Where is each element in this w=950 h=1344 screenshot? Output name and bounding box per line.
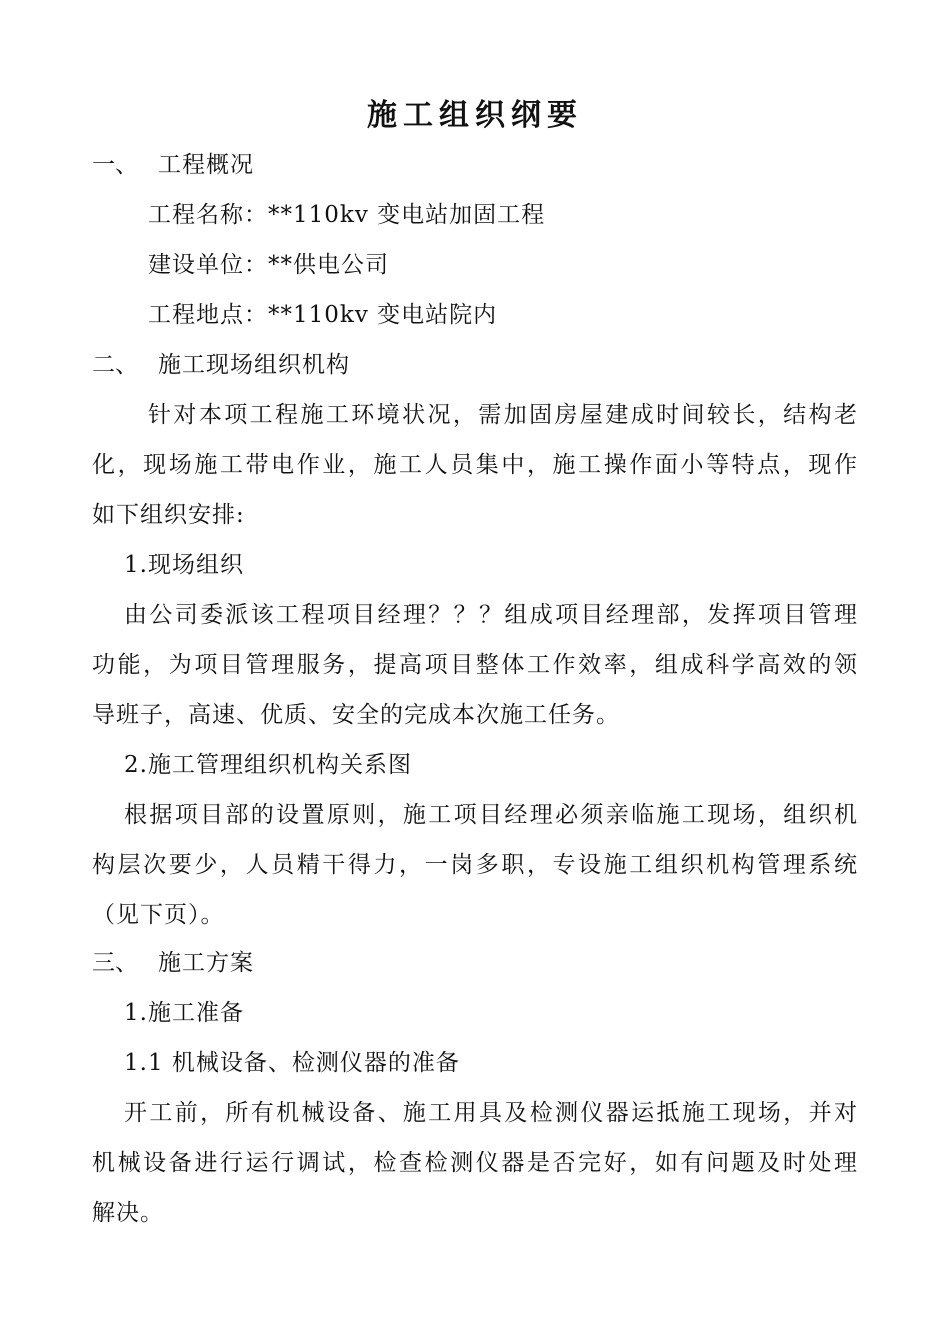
equipment-line: 解决。 (92, 1200, 164, 1226)
org-chart-line: 构层次要少，人员精干得力，一岗多职，专设施工组织机构管理系统 (92, 852, 858, 878)
project-name-line: 工程名称：**110kv 变电站加固工程 (148, 202, 546, 228)
location-line: 工程地点：**110kv 变电站院内 (148, 302, 498, 328)
section-2-intro-line: 针对本项工程施工环境状况，需加固房屋建成时间较长，结构老 (148, 402, 858, 428)
section-2-title: 施工现场组织机构 (158, 352, 350, 378)
section-2-intro-line: 化，现场施工带电作业，施工人员集中，施工操作面小等特点，现作 (92, 452, 858, 478)
subsection-site-organization-title: 1.现场组织 (124, 552, 244, 578)
subsection-equipment-title: 1.1 机械设备、检测仪器的准备 (124, 1050, 460, 1076)
equipment-line: 开工前，所有机械设备、施工用具及检测仪器运抵施工现场，并对 (124, 1100, 858, 1126)
section-1-title: 工程概况 (158, 152, 254, 178)
section-3-title: 施工方案 (158, 950, 254, 976)
section-2-number: 二、 (92, 352, 138, 378)
org-chart-line: 根据项目部的设置原则，施工项目经理必须亲临施工现场，组织机 (124, 802, 858, 828)
section-2-intro-line: 如下组织安排: (92, 502, 245, 528)
subsection-preparation-title: 1.施工准备 (124, 1000, 244, 1026)
section-3-number: 三、 (92, 950, 138, 976)
site-organization-line: 功能，为项目管理服务，提高项目整体工作效率，组成科学高效的领 (92, 652, 858, 678)
section-1-number: 一、 (92, 152, 138, 178)
document-title: 施工组织纲要 (367, 98, 583, 133)
builder-line: 建设单位：**供电公司 (148, 252, 389, 278)
org-chart-line: （见下页）。 (92, 902, 225, 928)
equipment-line: 机械设备进行运行调试，检查检测仪器是否完好，如有问题及时处理 (92, 1150, 858, 1176)
subsection-org-chart-title: 2.施工管理组织机构关系图 (124, 752, 412, 778)
site-organization-line: 导班子，高速、优质、安全的完成本次施工任务。 (92, 702, 620, 728)
site-organization-line: 由公司委派该工程项目经理？？？组成项目经理部，发挥项目管理 (124, 602, 858, 628)
